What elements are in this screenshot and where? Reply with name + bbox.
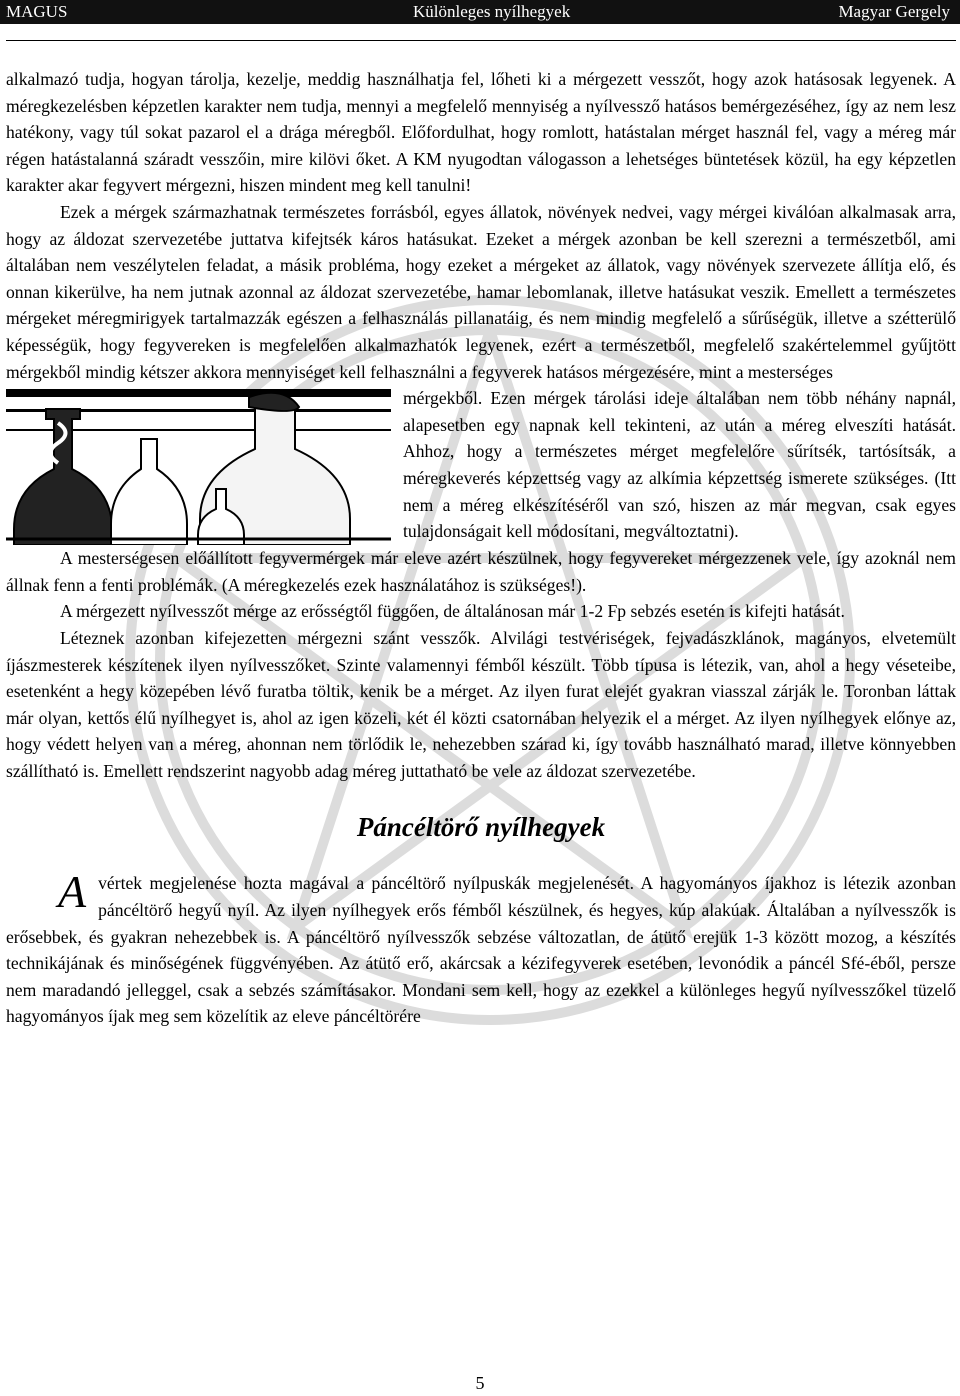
paragraph-4: A mesterségesen előállított fegyvermérgek már eleve azért készülnek, hogy fegyvereket mérgezzenek vele, így azoknál nem állnak fenn a fenti problémák. (A méregkezelés ezek használatához is szükséges!). <box>6 548 956 595</box>
page-number: 5 <box>475 1373 485 1393</box>
paragraph-6: Léteznek azonban kifejezetten mérgezni szánt vesszők. Alvilági testvériségek, fejvadászklánok, magányos, elvetemült íjászmesterek készítenek ilyen nyílvesszőket. Szinte valamennyi fémből készült. Több típusa is létezik, van, ahol a hegy véseteibe, esetenként a hegy közepében lévő furatba töltik, kenik be a mérget. Az ilyen furat elejét gyakran viasszal zárják le. Toronban láttak már olyan, kettős élű nyílhegyet is, ahol az igen közeli, két él közti csatornában helyezik el a mérget. Az ilyen nyílhegyek előnye az, hogy védett helyen van a méreg, ahonnan nem törlődik le, nehezebben szárad ki, így tovább használható marad, illetve könnyebben szállítható is. Emellett rendszerint nagyobb adag méreg juttatható be vele az áldozat szervezetébe. <box>6 627 956 781</box>
section-heading: Páncéltörő nyílhegyek <box>356 812 606 843</box>
paragraph-3: mérgekből. Ezen mérgek tárolási ideje általában nem több néhány napnál, alapesetben egy napnak kell tekinteni, az után a méreg elveszíti hatását. Ahhoz, hogy a természetes mérget megfelelőre sűrítsék, tartósítsák, a méregkeverés képzettség vagy az alkímia képzettség ismerete szükséges. (Itt nem a méreg elkészítéséről van szó, hiszen az már megvan, csak egyes tulajdonságait kell módosítani, megváltoztatni). <box>403 388 956 542</box>
header-book-title: MAGUS <box>6 2 68 21</box>
section-paragraph-block <box>6 866 956 1030</box>
paragraph-2: Ezek a mérgek származhatnak természetes forrásból, egyes állatok, növények nedvei, vagy mérgei kiválóan alkalmasak arra, hogy az áldozat szervezetébe juttatva kifejtsék káros hatásukat. Ezeket a mérgek azonban be kell szerezni a természetből, ami általában nem veszélytelen feladat, a másik probléma, hogy ezeket a mérgeket az állatok, vagy növények szervezete állítja elő, és onnan kikerülve, ha nem jutnak azonnal az áldozat szervezetébe, hamar lebomlanak, illetve hatásukat veszik. Emellett a természetes mérgeket méregmirigyek tartalmazzák egészen a felhasználás pillanatáig, és nem mindig megfelelő a sűrűségük, illetve a szétterülő képességük, hogy fegyvereken is megfelelően alkalmazhatók legyenek, ezért a természetből, megfelelő szakértelemmel gyűjtött mérgekből mindig kétszer akkora mennyiséget kell felhasználni a fegyverek hatásos mérgezésére, mint a mesterséges <box>6 201 956 382</box>
poison-bottles-image <box>6 389 391 545</box>
header-author: Magyar Gergely <box>838 2 950 21</box>
paragraph-1: alkalmazó tudja, hogyan tárolja, kezelje, meddig használhatja fel, lőheti ki a mérgezett vesszőt, hogy azok hatásosak legyenek. A méregkezelésben képzetlen karakter nem tudja, mennyi a megfelelő mennyiség a nyílvessző hatásos bemérgezéséhez, így az nem lesz hatékony, vagy túl sokat pazarol el a drága méregből. Előfordulhat, hogy romlott, hatástalan mérget használ fel, vagy a méreg már régen hatástalanná száradt vesszőin, mire kilövi őket. A KM nyugodtan válogasson a lehetséges büntetések közül, ha egy képzetlen karakter akar fegyvert mérgezni, hiszen mindent meg kell tanulni! <box>6 69 956 196</box>
page-body <box>6 66 956 1030</box>
header-chapter-title: Különleges nyílhegyek <box>413 2 571 21</box>
section-paragraph: vértek megjelenése hozta magával a páncéltörő nyílpuskák megjelenését. A hagyományos íjakhoz is létezik azonban páncéltörő hegyű nyíl. Az ilyen nyílhegyek erős fémből készülnek, és hegyes, kúp alakúak. Általában a nyílvesszők is erősebbek, és gyakran nehezebbek is. A páncéltörő nyílvesszők sebzése változatlan, de átütő erejük 1-3 között mozog, a készítés technikájának és minőségének függvényében. Az átütő erő, akárcsak a kézifegyverek esetében, levonódik a páncél Sfé-éből, persze nem maradandó jelleggel, csak a sebzés számításakor. Mondani sem kell, hogy az ezekkel a különleges hegyű nyílvesszőkel tüzelő hagyományos íjak meg sem közelítik az eleve páncéltörére <box>6 873 956 1027</box>
header-rule <box>6 40 956 41</box>
drop-cap: A <box>58 866 87 918</box>
page-header <box>0 0 960 24</box>
paragraph-5: A mérgezett nyílvesszőt mérge az erősségtől függően, de általánosan már 1-2 Fp sebzés esetén is kifejti hatását. <box>60 601 845 622</box>
